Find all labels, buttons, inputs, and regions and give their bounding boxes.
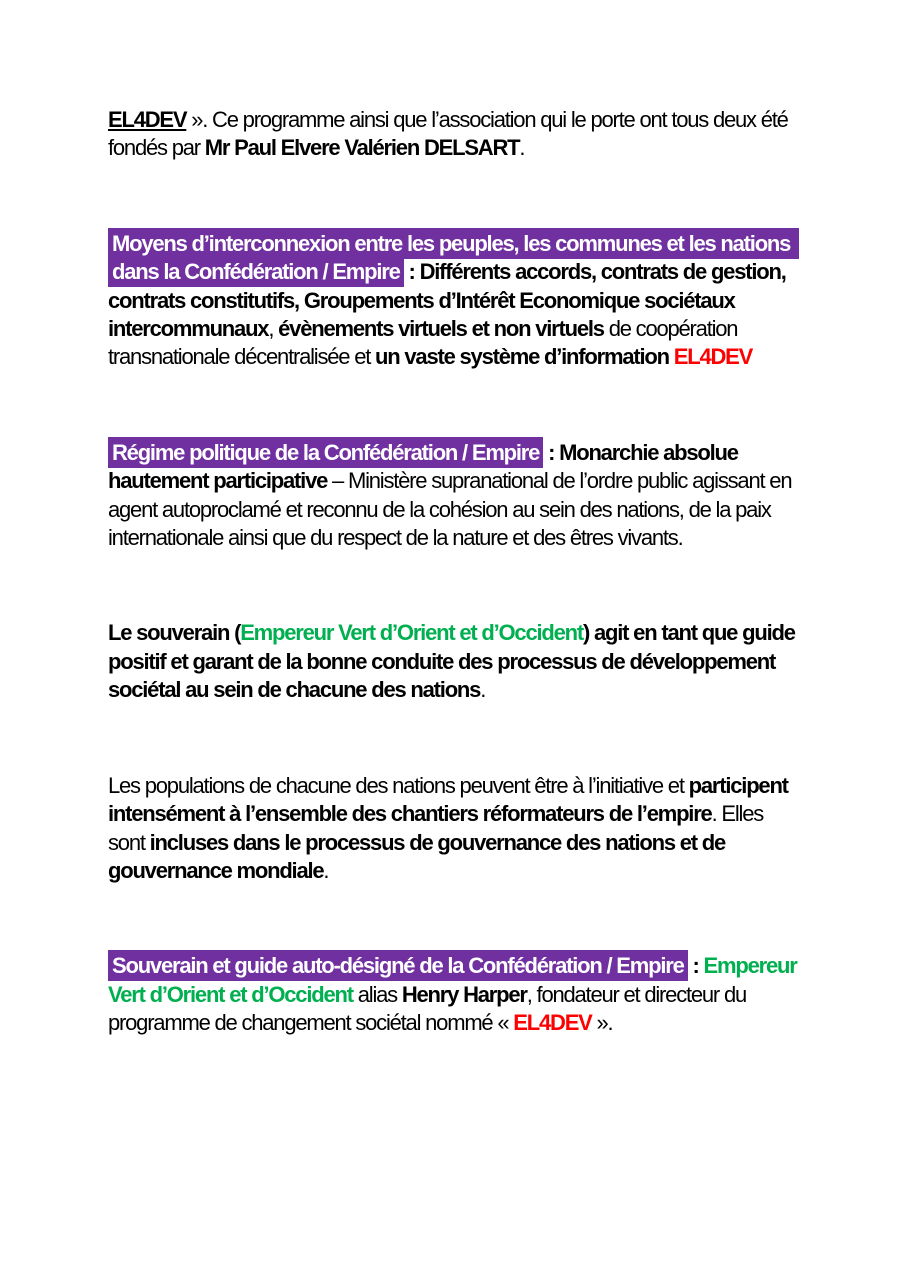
- founder-paragraph: [108, 106, 798, 163]
- text-run: Empereur Vert d’Orient et d’Occident: [108, 953, 802, 1007]
- populations-paragraph: [108, 772, 798, 886]
- text-run: participent intensément à l’ensemble des chantiers réformateurs de l’empire: [108, 772, 793, 827]
- text-run: évènements virtuels et non virtuels: [278, 316, 604, 342]
- text-run: :: [543, 439, 560, 465]
- text-run: .: [480, 677, 486, 703]
- text-run: alias: [352, 981, 402, 1007]
- text-run: EL4DEV: [108, 107, 187, 132]
- souverain-paragraph: [108, 619, 798, 704]
- text-run: EL4DEV: [513, 1010, 592, 1036]
- text-run: ».: [591, 1010, 613, 1036]
- text-run: .: [519, 135, 525, 161]
- text-run: EL4DEV: [673, 344, 753, 370]
- text-run: Monarchie absolue hautement participative: [108, 439, 743, 494]
- text-run: .: [323, 857, 329, 883]
- guide-auto-designe-paragraph: [108, 952, 802, 1037]
- text-run: ,: [268, 316, 279, 342]
- text-run: , fondateur et directeur du programme de changement sociétal nommé «: [108, 981, 751, 1036]
- text-run: – Ministère supranational de l’ordre public agissant en agent autoproclamé et reconnu de la cohésion au sein des nations, de la paix internationale ainsi que du respect de la nature et des êtres vivants.: [108, 468, 797, 551]
- regime-politique-paragraph: [108, 439, 798, 553]
- text-run: Mr Paul Elvere Valérien DELSART: [204, 135, 520, 161]
- interconnexion-paragraph: [108, 230, 798, 372]
- text-run: Différents accords, contrats de gestion, contrats constitutifs, Groupements d’Intérêt Economique sociétaux intercommunaux: [108, 259, 791, 342]
- text-run: . Elles sont: [108, 801, 768, 855]
- text-run: de coopération transnationale décentralisée et: [108, 316, 743, 370]
- text-run: Souverain et guide auto-désigné de la Confédération / Empire: [108, 950, 688, 981]
- text-run: ». Ce programme ainsi que l’association qui le porte ont tous deux été fondés par: [108, 107, 793, 161]
- text-run: Régime politique de la Confédération / Empire: [108, 437, 543, 468]
- text-run: incluses dans le processus de gouvernance des nations et de gouvernance mondiale: [108, 829, 730, 883]
- text-run: Les populations de chacune des nations peuvent être à l’initiative et: [108, 772, 689, 798]
- text-run: Henry Harper: [401, 981, 527, 1007]
- text-run: Le souverain (: [108, 620, 241, 646]
- text-run: ) agit en tant que guide positif et garant de la bonne conduite des processus de développement sociétal au sein de chacune des nations: [108, 620, 800, 703]
- text-run: :: [403, 259, 420, 285]
- document-content: [108, 106, 802, 1105]
- text-run: un vaste système d’information: [375, 344, 674, 370]
- text-run: :: [687, 953, 704, 979]
- text-run: Moyens d’interconnexion entre les peuples, les communes et les nations dans la Confédération / Empire: [108, 228, 799, 287]
- text-run: Empereur Vert d’Orient et d’Occident: [240, 620, 583, 646]
